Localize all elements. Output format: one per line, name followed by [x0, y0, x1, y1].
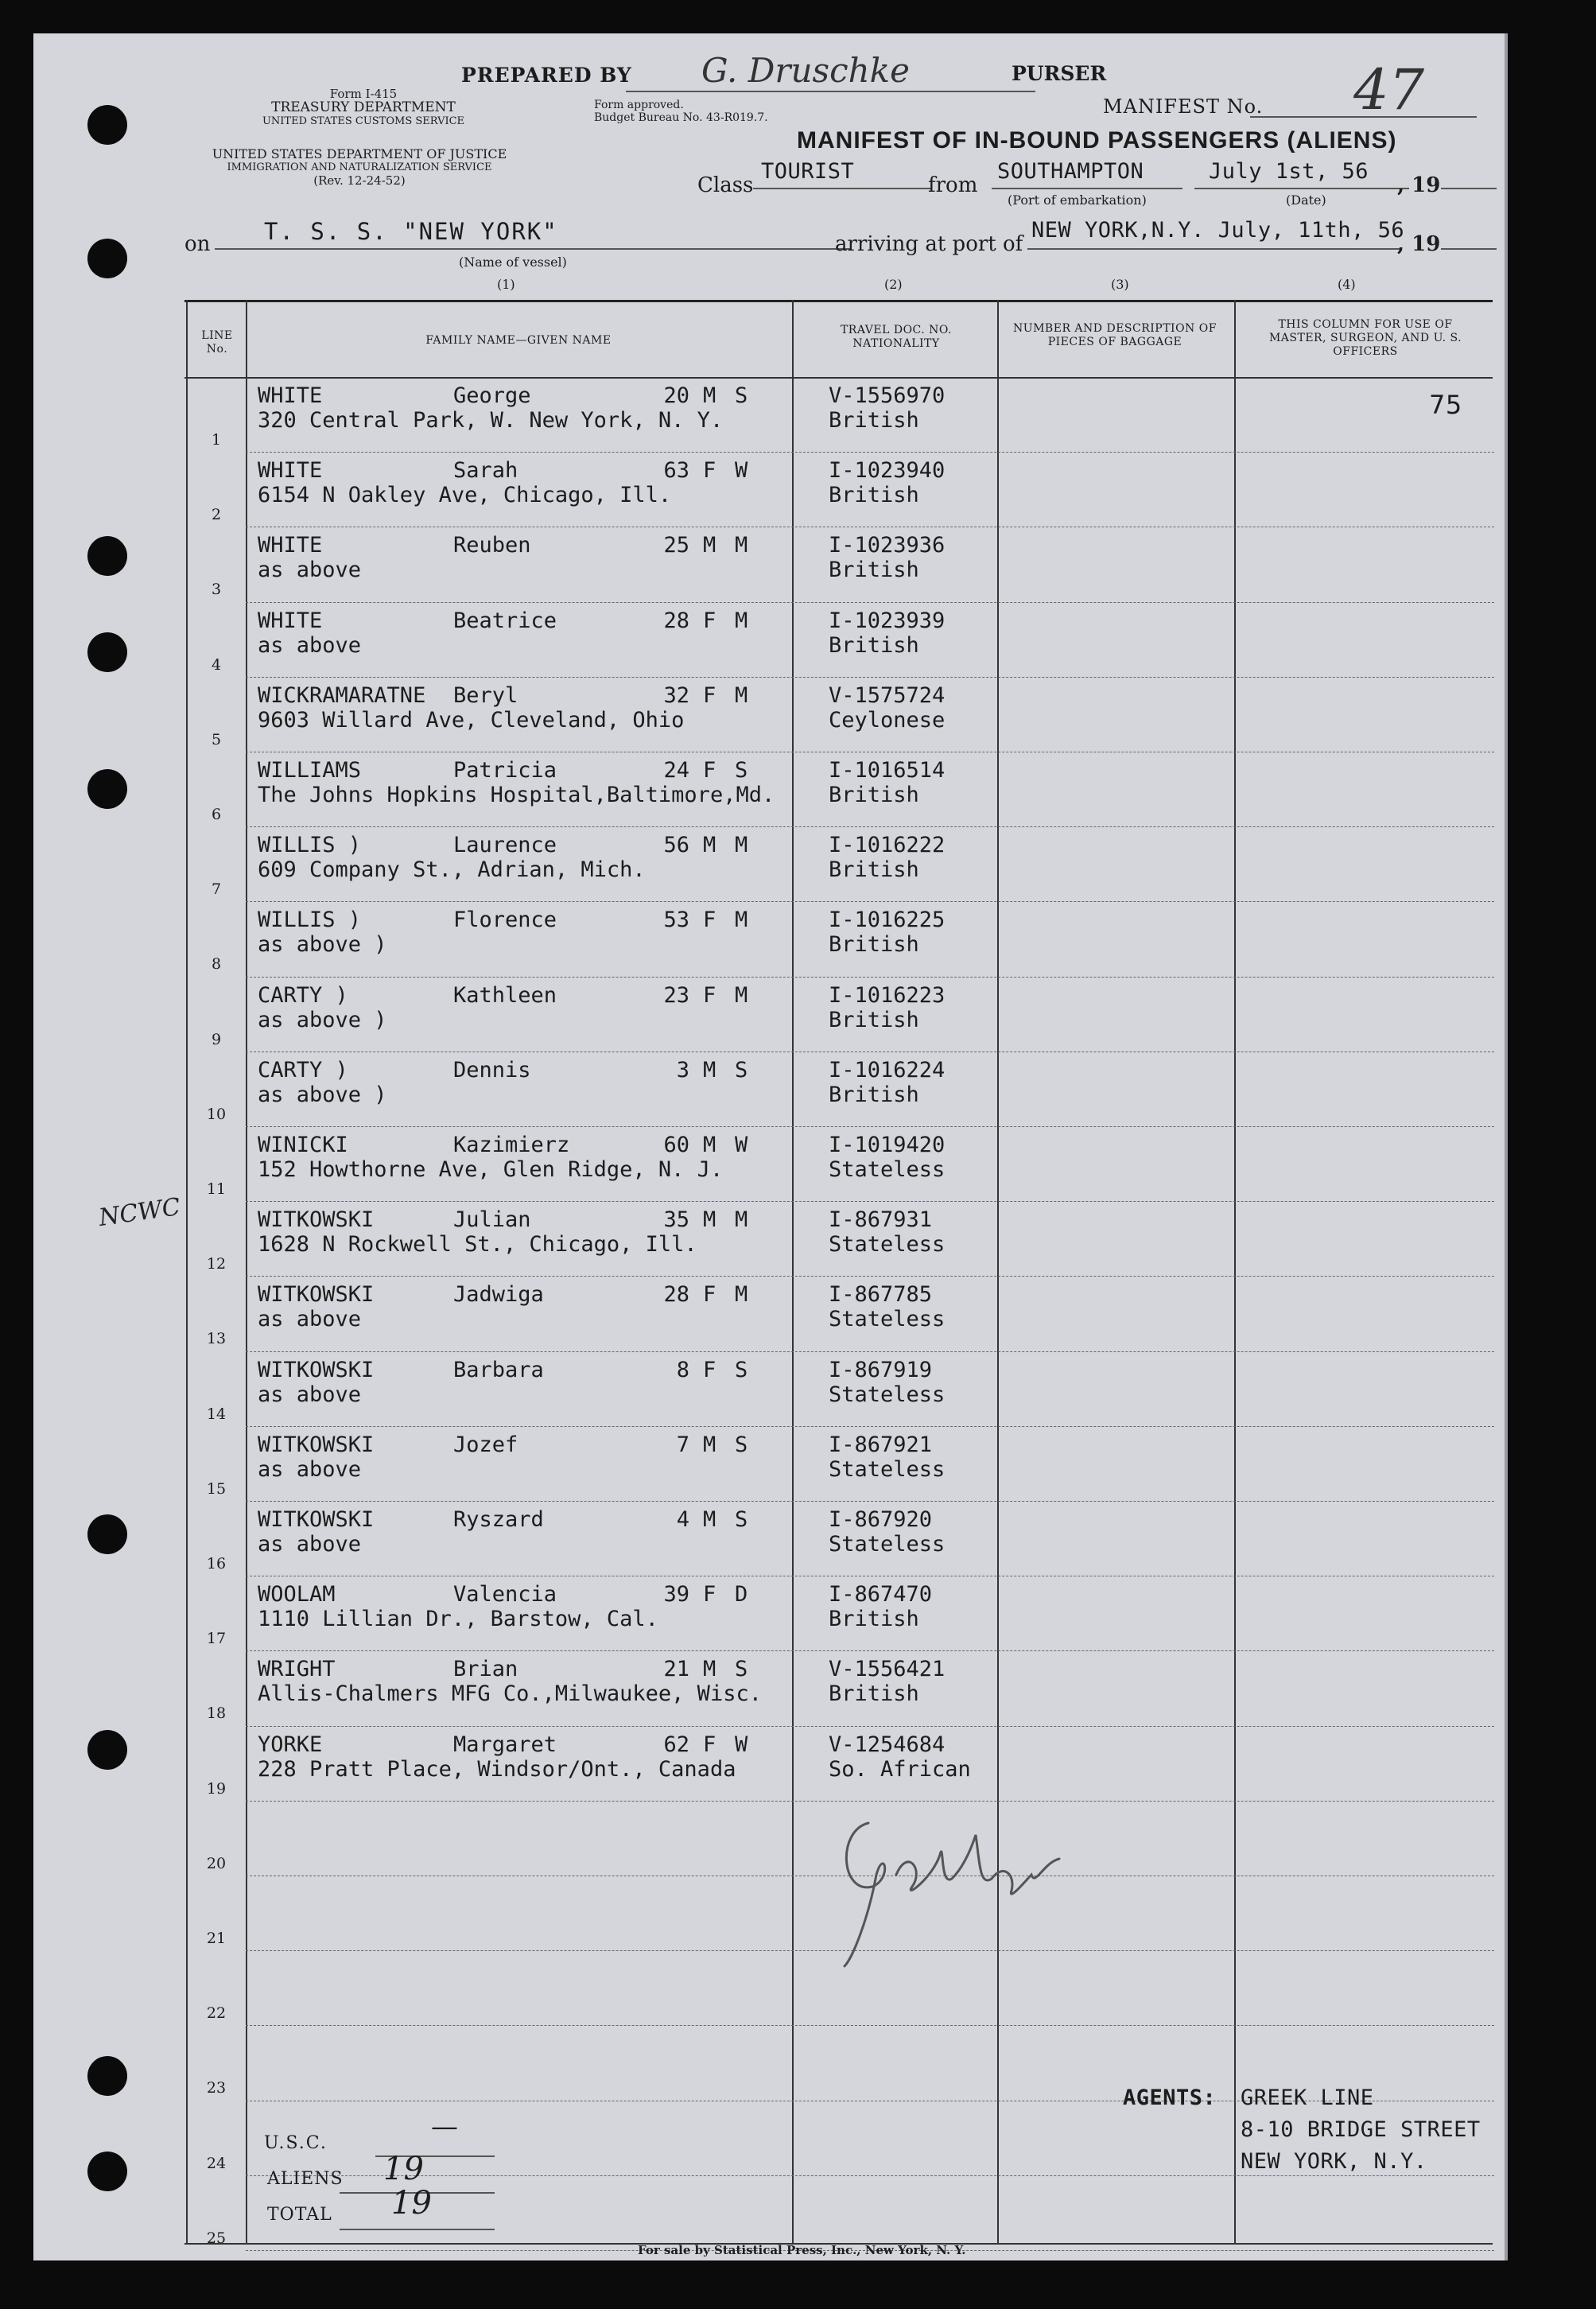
marital-status: S — [735, 758, 748, 783]
family-name: CARTY ) — [258, 1057, 348, 1083]
sex: F — [703, 1357, 716, 1382]
travel-doc-number: I-867785 — [829, 1282, 933, 1308]
col-num-1: (1) — [497, 277, 515, 292]
address: 320 Central Park, W. New York, N. Y. — [258, 408, 724, 433]
travel-doc-number: I-867920 — [829, 1507, 933, 1532]
class-value: TOURIST — [761, 159, 855, 184]
family-name: YORKE — [258, 1732, 323, 1757]
row-line-number: 15 — [206, 1479, 227, 1498]
row-line-number: 11 — [206, 1180, 227, 1198]
given-name: Beatrice — [453, 608, 557, 633]
row-line-number: 17 — [206, 1630, 227, 1648]
form-info — [256, 87, 471, 128]
marital-status: M — [735, 682, 748, 708]
col-header-officers: THIS COLUMN FOR USE OF MASTER, SURGEON, AND U. S. OFFICERS — [1268, 318, 1462, 358]
age: 7 — [676, 1432, 689, 1457]
row-divider — [246, 2025, 1494, 2026]
marital-status: W — [735, 1732, 748, 1757]
agents-line: 8-10 BRIDGE STREET — [1241, 2117, 1481, 2142]
row-line-number: 21 — [206, 1930, 227, 1947]
row-divider — [246, 1501, 1494, 1502]
date-caption: (Date) — [1286, 192, 1326, 208]
prepared-by-label: PREPARED BY — [461, 64, 632, 87]
marital-status: S — [735, 383, 748, 408]
marital-status: M — [735, 833, 748, 858]
address: 1110 Lillian Dr., Barstow, Cal. — [258, 1607, 658, 1632]
row-line-number: 1 — [211, 431, 222, 449]
col-num-2: (2) — [884, 277, 903, 292]
given-name: Ryszard — [453, 1507, 544, 1532]
col-num-4: (4) — [1338, 277, 1356, 292]
row-line-number: 8 — [211, 955, 222, 974]
sex: F — [703, 982, 716, 1008]
age: 60 — [663, 1133, 689, 1157]
row-divider — [246, 1426, 1494, 1427]
total-line — [340, 2229, 495, 2230]
family-name: WHITE — [258, 533, 323, 558]
age: 53 — [663, 908, 689, 933]
binder-hole — [87, 239, 127, 278]
officer-note: 75 — [1429, 390, 1462, 420]
col-num-3: (3) — [1111, 277, 1129, 292]
given-name: Julian — [453, 1207, 531, 1233]
arriving-label: arriving at port of — [835, 232, 1023, 256]
row-divider — [246, 826, 1494, 827]
given-name: Patricia — [453, 758, 557, 783]
row-divider — [246, 1276, 1494, 1277]
family-name: WRIGHT — [258, 1657, 336, 1682]
col-divider-baggage — [1234, 300, 1236, 2245]
age: 32 — [663, 682, 689, 708]
travel-doc-number: I-1023940 — [829, 458, 946, 484]
family-name: WITKOWSKI — [258, 1207, 375, 1233]
given-name: Valencia — [453, 1582, 557, 1607]
family-name: CARTY ) — [258, 982, 348, 1008]
nationality: Stateless — [829, 1157, 946, 1182]
travel-doc-number: I-867919 — [829, 1357, 933, 1382]
row-line-number: 18 — [206, 1705, 227, 1723]
marital-status: M — [735, 982, 748, 1008]
address: Allis-Chalmers MFG Co.,Milwaukee, Wisc. — [258, 1681, 762, 1707]
manifest-sheet — [33, 33, 1508, 2260]
travel-doc-number: I-1019420 — [829, 1133, 946, 1157]
nationality: Stateless — [829, 1532, 946, 1557]
address: as above — [258, 1456, 362, 1482]
sex: M — [703, 1657, 716, 1682]
marital-status: M — [735, 533, 748, 558]
travel-doc-number: I-1016222 — [829, 833, 946, 858]
address: as above — [258, 1532, 362, 1557]
row-divider — [246, 602, 1494, 603]
nationality: British — [829, 558, 919, 583]
age: 39 — [663, 1582, 689, 1607]
marital-status: W — [735, 1133, 748, 1157]
vessel-value: T. S. S. "NEW YORK" — [264, 218, 558, 245]
family-name: WILLIS ) — [258, 833, 362, 858]
nationality: British — [829, 1082, 919, 1107]
port-embark-caption: (Port of embarkation) — [1008, 192, 1147, 208]
justice-line: UNITED STATES DEPARTMENT OF JUSTICE — [212, 146, 507, 161]
travel-doc-number: I-1016223 — [829, 982, 946, 1008]
travel-doc-number: I-867931 — [829, 1207, 933, 1233]
given-name: Jadwiga — [453, 1282, 544, 1308]
vessel-line — [215, 248, 851, 250]
marital-status: S — [735, 1057, 748, 1083]
family-name: WITKOWSKI — [258, 1432, 375, 1457]
family-name: WILLIAMS — [258, 758, 362, 783]
given-name: Dennis — [453, 1057, 531, 1083]
col-header-line-no: LINE No. — [201, 329, 233, 356]
sex: M — [703, 1432, 716, 1457]
vessel-caption: (Name of vessel) — [459, 255, 567, 270]
class-line — [753, 188, 932, 189]
binder-hole — [87, 632, 127, 672]
given-name: Barbara — [453, 1357, 544, 1382]
given-name: Sarah — [453, 458, 518, 484]
row-line-number: 25 — [206, 2229, 227, 2247]
given-name: Florence — [453, 908, 557, 933]
sex: M — [703, 533, 716, 558]
manifest-no-value: 47 — [1353, 57, 1425, 122]
family-name: WITKOWSKI — [258, 1282, 375, 1308]
address: as above ) — [258, 1082, 387, 1107]
row-line-number: 14 — [206, 1405, 227, 1423]
address: The Johns Hopkins Hospital,Baltimore,Md. — [258, 783, 775, 807]
agents-line: NEW YORK, N.Y. — [1241, 2149, 1427, 2174]
travel-doc-number: V-1556970 — [829, 383, 946, 408]
table-header-rule — [184, 377, 1493, 379]
address: as above — [258, 632, 362, 658]
approval-line: Form approved. — [594, 99, 684, 111]
travel-doc-number: I-1016225 — [829, 908, 946, 933]
sex: F — [703, 682, 716, 708]
nationality: Stateless — [829, 1232, 946, 1258]
marital-status: M — [735, 1207, 748, 1233]
row-line-number: 5 — [211, 730, 222, 748]
binder-hole — [87, 1730, 127, 1770]
family-name: WINICKI — [258, 1133, 348, 1157]
form-line: UNITED STATES CUSTOMS SERVICE — [262, 115, 465, 127]
row-divider — [246, 1201, 1494, 1202]
travel-doc-number: I-867470 — [829, 1582, 933, 1607]
nationality: British — [829, 632, 919, 658]
age: 3 — [676, 1057, 689, 1083]
age: 20 — [663, 383, 689, 408]
col-divider-name — [792, 300, 794, 2245]
nationality: British — [829, 932, 919, 958]
marital-status: S — [735, 1507, 748, 1532]
given-name: Laurence — [453, 833, 557, 858]
family-name: WHITE — [258, 608, 323, 633]
from-line — [992, 188, 1182, 189]
from-value: SOUTHAMPTON — [997, 159, 1144, 184]
row-line-number: 24 — [206, 2154, 227, 2172]
year-line-second — [1441, 248, 1497, 250]
date-line — [1194, 188, 1409, 189]
row-line-number: 6 — [211, 806, 222, 823]
family-name: WITKOWSKI — [258, 1357, 375, 1382]
marital-status: S — [735, 1657, 748, 1682]
row-divider — [246, 1650, 1494, 1651]
travel-doc-number: I-1016224 — [829, 1057, 946, 1083]
age: 56 — [663, 833, 689, 858]
binder-hole — [87, 769, 127, 809]
sex: F — [703, 908, 716, 933]
sex: M — [703, 1207, 716, 1233]
address: 609 Company St., Adrian, Mich. — [258, 857, 646, 883]
form-line: TREASURY DEPARTMENT — [271, 99, 456, 115]
justice-line: IMMIGRATION AND NATURALIZATION SERVICE — [227, 161, 492, 173]
family-name: WHITE — [258, 383, 323, 408]
year-line-first — [1441, 188, 1497, 189]
agents-label: AGENTS: — [1123, 2085, 1217, 2110]
travel-doc-number: V-1254684 — [829, 1732, 946, 1757]
address: as above ) — [258, 932, 387, 958]
address: 6154 N Oakley Ave, Chicago, Ill. — [258, 483, 672, 508]
arriving-line — [1027, 248, 1401, 250]
signature-scribble — [821, 1799, 1107, 1974]
marital-status: W — [735, 458, 748, 484]
sex: M — [703, 1507, 716, 1532]
sex: F — [703, 1582, 716, 1607]
nationality: British — [829, 1007, 919, 1032]
given-name: Margaret — [453, 1732, 557, 1757]
travel-doc-number: I-1023939 — [829, 608, 946, 633]
family-name: WOOLAM — [258, 1582, 336, 1607]
address: as above ) — [258, 1007, 387, 1032]
nationality: British — [829, 1607, 919, 1632]
table-left-border — [186, 300, 188, 2245]
given-name: Kathleen — [453, 982, 557, 1008]
address: 1628 N Rockwell St., Chicago, Ill. — [258, 1232, 697, 1258]
class-label: Class — [697, 173, 754, 197]
row-line-number: 9 — [211, 1030, 222, 1048]
nationality: British — [829, 783, 919, 807]
sex: F — [703, 608, 716, 633]
sex: M — [703, 1057, 716, 1083]
on-label: on — [184, 232, 211, 256]
row-divider — [246, 977, 1494, 978]
binder-hole — [87, 105, 127, 145]
age: 24 — [663, 758, 689, 783]
address: 228 Pratt Place, Windsor/Ont., Canada — [258, 1756, 736, 1782]
family-name: WILLIS ) — [258, 908, 362, 933]
aliens-value: 19 — [383, 2151, 424, 2187]
row-line-number: 13 — [206, 1330, 227, 1348]
age: 62 — [663, 1732, 689, 1757]
aliens-label: ALIENS — [267, 2169, 344, 2189]
row-line-number: 23 — [206, 2079, 227, 2097]
manifest-title: MANIFEST OF IN-BOUND PASSENGERS (ALIENS) — [797, 127, 1397, 154]
from-label: from — [928, 173, 978, 197]
total-value: 19 — [391, 2185, 432, 2222]
marital-status: M — [735, 608, 748, 633]
row-divider — [246, 452, 1494, 453]
row-line-number: 3 — [211, 581, 222, 599]
approval-line: Budget Bureau No. 43-R019.7. — [594, 111, 768, 124]
marital-status: M — [735, 908, 748, 933]
year-19-second: , 19 — [1397, 232, 1441, 256]
sex: F — [703, 1732, 716, 1757]
agents-line: GREEK LINE — [1241, 2085, 1374, 2110]
given-name: George — [453, 383, 531, 408]
row-line-number: 16 — [206, 1555, 227, 1572]
row-divider — [246, 677, 1494, 678]
usc-value: — — [431, 2111, 458, 2143]
age: 23 — [663, 982, 689, 1008]
col-header-name: FAMILY NAME—GIVEN NAME — [425, 334, 612, 347]
col-header-baggage: NUMBER AND DESCRIPTION OF PIECES OF BAGGAGE — [1013, 322, 1217, 348]
travel-doc-number: I-1016514 — [829, 758, 946, 783]
marital-status: S — [735, 1357, 748, 1382]
age: 35 — [663, 1207, 689, 1233]
table-top-rule — [184, 300, 1493, 302]
col-divider-lineno — [246, 300, 247, 2245]
address: as above — [258, 1382, 362, 1407]
given-name: Jozef — [453, 1432, 518, 1457]
nationality: British — [829, 408, 919, 433]
travel-doc-number: V-1575724 — [829, 682, 946, 708]
marital-status: M — [735, 1282, 748, 1308]
nationality: Stateless — [829, 1382, 946, 1407]
row-line-number: 10 — [206, 1105, 227, 1123]
nationality: British — [829, 1681, 919, 1707]
sex: F — [703, 1282, 716, 1308]
binder-hole — [87, 1514, 127, 1554]
row-line-number: 2 — [211, 506, 222, 524]
row-divider — [246, 1126, 1494, 1127]
footer-imprint: For sale by Statistical Press, Inc., New York, N. Y. — [638, 2243, 966, 2257]
sex: M — [703, 383, 716, 408]
sex: F — [703, 758, 716, 783]
nationality: British — [829, 857, 919, 883]
row-line-number: 20 — [206, 1854, 227, 1872]
purser-label: PURSER — [1012, 62, 1107, 85]
travel-doc-number: I-867921 — [829, 1432, 933, 1457]
nationality: Stateless — [829, 1307, 946, 1332]
address: 152 Howthorne Ave, Glen Ridge, N. J. — [258, 1157, 724, 1182]
travel-doc-number: V-1556421 — [829, 1657, 946, 1682]
given-name: Kazimierz — [453, 1133, 570, 1157]
address: 9603 Willard Ave, Cleveland, Ohio — [258, 707, 685, 733]
sex: F — [703, 458, 716, 484]
row-divider — [246, 2175, 1494, 2176]
arriving-value: NEW YORK,N.Y. July, 11th, 56 — [1031, 218, 1405, 243]
row-divider — [246, 901, 1494, 902]
nationality: Ceylonese — [829, 707, 946, 733]
age: 25 — [663, 533, 689, 558]
row-line-number: 12 — [206, 1255, 227, 1273]
given-name: Beryl — [453, 682, 518, 708]
sex: M — [703, 833, 716, 858]
row-line-number: 19 — [206, 1779, 227, 1798]
family-name: WHITE — [258, 458, 323, 484]
binder-hole — [87, 536, 127, 576]
row-line-number: 7 — [211, 880, 222, 899]
prepared-by-line — [626, 91, 1035, 92]
year-19-first: , 19 — [1397, 173, 1441, 197]
row-divider — [246, 1726, 1494, 1727]
marital-status: S — [735, 1432, 748, 1457]
marital-status: D — [735, 1582, 748, 1607]
nationality: Stateless — [829, 1456, 946, 1482]
address: as above — [258, 558, 362, 583]
date-value: July 1st, 56 — [1209, 159, 1369, 184]
approval-info — [594, 99, 768, 124]
age: 4 — [676, 1507, 689, 1532]
total-label: TOTAL — [267, 2205, 332, 2225]
row-divider — [246, 1351, 1494, 1352]
age: 28 — [663, 1282, 689, 1308]
row-line-number: 22 — [206, 2004, 227, 2023]
family-name: WITKOWSKI — [258, 1507, 375, 1532]
given-name: Reuben — [453, 533, 531, 558]
travel-doc-number: I-1023936 — [829, 533, 946, 558]
row-line-number: 4 — [211, 655, 222, 674]
binder-hole — [87, 2056, 127, 2096]
manifest-no-label: MANIFEST No. — [1103, 95, 1264, 118]
given-name: Brian — [453, 1657, 518, 1682]
age: 21 — [663, 1657, 689, 1682]
age: 8 — [676, 1357, 689, 1382]
address: as above — [258, 1307, 362, 1332]
prepared-by-value: G. Druschke — [701, 51, 910, 90]
justice-info — [192, 147, 526, 188]
family-name: WICKRAMARATNE — [258, 682, 426, 708]
age: 63 — [663, 458, 689, 484]
nationality: So. African — [829, 1756, 971, 1782]
sex: M — [703, 1133, 716, 1157]
row-divider — [246, 1051, 1494, 1052]
binder-hole — [87, 2152, 127, 2191]
justice-line: (Rev. 12-24-52) — [313, 173, 406, 188]
usc-label: U.S.C. — [264, 2133, 328, 2153]
col-header-travel-doc: TRAVEL DOC. NO. NATIONALITY — [840, 324, 953, 350]
manifest-no-line — [1250, 116, 1477, 118]
age: 28 — [663, 608, 689, 633]
margin-note: NCWC — [97, 1193, 182, 1232]
form-line: Form I-415 — [329, 87, 398, 101]
nationality: British — [829, 483, 919, 508]
